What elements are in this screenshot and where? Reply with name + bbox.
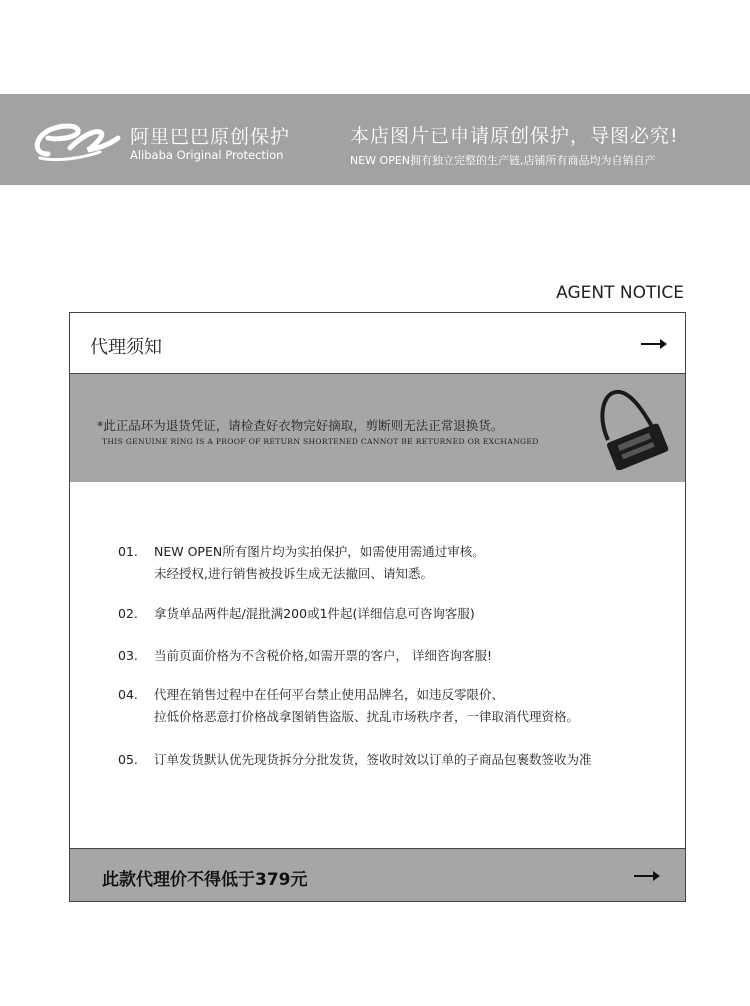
ring-notice-band — [70, 374, 685, 482]
protection-claim-title: 本店图片已申请原创保护，导图必究! — [350, 125, 679, 147]
ring-notice-en: THIS GENUINE RING IS A PROOF OF RETURN SHORTENED CANNOT BE RETURNED OR EXCHANGED — [102, 437, 539, 446]
arrow-right-icon — [634, 871, 660, 881]
protection-banner — [0, 94, 750, 185]
note-text: NEW OPEN所有图片均为实拍保护，如需使用需通过审核。 未经授权,进行销售被投诉生成无法撤回、请知悉。 — [154, 544, 485, 581]
brand-name-cn: 阿里巴巴原创保护 — [130, 126, 291, 148]
note-text: 代理在销售过程中在任何平台禁止使用品牌名，如违反零限价、 拉低价格恶意打价格战拿图销售盗版、扰乱市场秩序者，一律取消代理资格。 — [154, 687, 580, 724]
security-tag-icon — [596, 388, 672, 470]
min-price-footer — [70, 848, 685, 901]
alibaba-logo-icon — [30, 118, 122, 166]
protection-claim-subtitle: NEW OPEN拥有独立完整的生产链,店铺所有商品均为自销自产 — [350, 154, 656, 167]
arrow-right-icon — [641, 339, 667, 349]
brand-name-en: Alibaba Original Protection — [130, 148, 284, 162]
note-number: 05. — [118, 752, 138, 767]
note-text: 订单发货默认优先现货拆分分批发货，签收时效以订单的子商品包裹数签收为准 — [154, 752, 592, 767]
agent-notice-box — [69, 312, 686, 902]
agent-notice-heading: AGENT NOTICE — [556, 283, 684, 303]
note-text: 当前页面价格为不含税价格,如需开票的客户， 详细咨询客服! — [154, 648, 492, 663]
note-number: 01. — [118, 544, 138, 559]
notes-list — [70, 482, 685, 848]
note-text: 拿货单品两件起/混批满200或1件起(详细信息可咨询客服) — [154, 606, 475, 621]
note-number: 03. — [118, 648, 138, 663]
box-header — [70, 313, 685, 374]
note-number: 04. — [118, 687, 138, 702]
min-price-text: 此款代理价不得低于379元 — [102, 870, 308, 890]
note-number: 02. — [118, 606, 138, 621]
box-title: 代理须知 — [90, 337, 162, 358]
ring-notice-cn: *此正品环为退货凭证，请检查好衣物完好摘取，剪断则无法正常退换货。 — [97, 418, 504, 433]
